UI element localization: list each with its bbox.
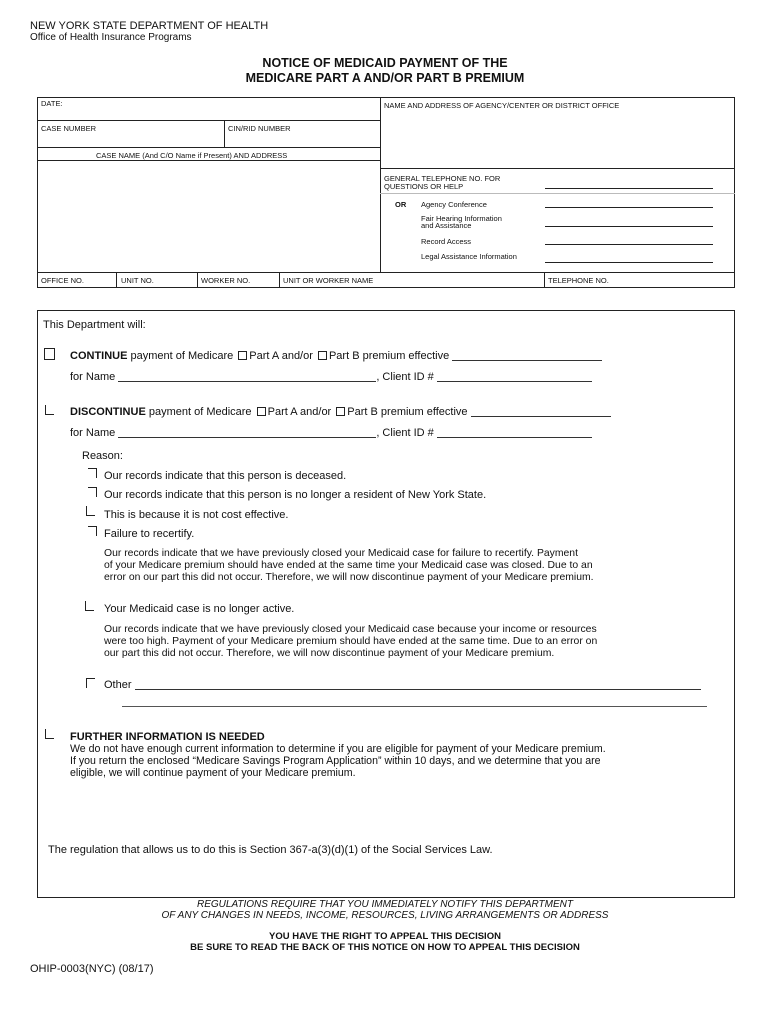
discontinue-part-a-checkbox[interactable] xyxy=(257,407,266,416)
further-info-paragraph: We do not have enough current information to determine if you are eligible for payment of your Medicare premium. If you return the enclosed “Medicare Savings Program Application” within 10 days, and we determine that you are eligible, we will continue payment of your Medicare premium. xyxy=(70,743,606,779)
regulation-text: The regulation that allows us to do this is Section 367-a(3)(d)(1) of the Social Services Law. xyxy=(48,844,493,856)
notify-notice-1: REGULATIONS REQUIRE THAT YOU IMMEDIATELY NOTIFY THIS DEPARTMENT xyxy=(197,899,573,910)
not-active-paragraph: Our records indicate that we have previously closed your Medicaid case because your income or resources were too high. Payment of your Medicare premium should have ended at the same time. Due to an error on our part this did not occur. Therefore, we will now discontinue payment of your Medicare premium. xyxy=(104,624,598,659)
general-phone-label: GENERAL TELEPHONE NO. FOR xyxy=(384,174,501,183)
other-reason-field[interactable] xyxy=(135,679,701,690)
reason-not-cost-effective: This is because it is not cost effective. xyxy=(104,509,289,521)
discontinue-name-row: for Name , Client ID # xyxy=(70,427,592,439)
record-access-label: Record Access xyxy=(421,237,472,246)
agency-name: NEW YORK STATE DEPARTMENT OF HEALTH xyxy=(30,20,269,32)
worker-no-label: WORKER NO. xyxy=(201,276,251,285)
cin-rid-label: CIN/RID NUMBER xyxy=(228,124,291,133)
case-name-label: CASE NAME (And C/O Name if Present) AND ADDRESS xyxy=(96,151,288,160)
continue-row: CONTINUE payment of Medicare Part A and/or Part B premium effective xyxy=(70,350,602,362)
other-row: Other xyxy=(104,679,701,691)
reason-not-resident-checkbox[interactable] xyxy=(88,487,97,497)
date-label: DATE: xyxy=(41,99,63,108)
department-will: This Department will: xyxy=(43,319,146,331)
continue-name-field[interactable] xyxy=(118,371,376,382)
unit-worker-name-label: UNIT OR WORKER NAME xyxy=(283,276,374,285)
telephone-no-label: TELEPHONE NO. xyxy=(548,276,609,285)
discontinue-row: DISCONTINUE payment of Medicare Part A and/or Part B premium effective xyxy=(70,406,611,418)
appeal-right: YOU HAVE THE RIGHT TO APPEAL THIS DECISION xyxy=(269,931,501,942)
reason-not-resident: Our records indicate that this person is no longer a resident of New York State. xyxy=(104,489,487,501)
further-info-title: FURTHER INFORMATION IS NEEDED xyxy=(70,731,265,743)
part-a-checkbox[interactable] xyxy=(238,351,247,360)
discontinue-name-field[interactable] xyxy=(118,427,376,438)
discontinue-client-id-field[interactable] xyxy=(437,427,592,438)
legal-assistance-label: Legal Assistance Information xyxy=(421,252,517,261)
fair-hearing-label: Fair Hearing Information xyxy=(421,214,502,223)
continue-client-id-field[interactable] xyxy=(437,371,592,382)
reason-label: Reason: xyxy=(82,450,123,462)
other-reason-line-2[interactable] xyxy=(122,706,707,707)
discontinue-part-b-checkbox[interactable] xyxy=(336,407,345,416)
continue-name-row: for Name , Client ID # xyxy=(70,371,592,383)
reason-other-checkbox[interactable] xyxy=(86,678,95,688)
office-no-label: OFFICE NO. xyxy=(41,276,84,285)
reason-not-active-checkbox[interactable] xyxy=(85,601,94,611)
agency-conference-label: Agency Conference xyxy=(421,200,487,209)
reason-deceased: Our records indicate that this person is deceased. xyxy=(104,470,347,482)
further-info-checkbox[interactable] xyxy=(45,729,54,739)
continue-effective-date-field[interactable] xyxy=(452,350,602,361)
form-id: OHIP-0003(NYC) (08/17) xyxy=(30,963,154,975)
fair-hearing-label-2: and Assistance xyxy=(421,221,472,230)
case-number-label: CASE NUMBER xyxy=(41,124,97,133)
appeal-instructions: BE SURE TO READ THE BACK OF THIS NOTICE ON HOW TO APPEAL THIS DECISION xyxy=(190,942,580,953)
agency-address-label: NAME AND ADDRESS OF AGENCY/CENTER OR DISTRICT OFFICE xyxy=(384,101,620,110)
part-b-checkbox[interactable] xyxy=(318,351,327,360)
continue-checkbox[interactable] xyxy=(44,348,55,360)
recertify-paragraph: Our records indicate that we have previously closed your Medicaid case for failure to recertify. Payment of your Medicare premium should have ended at the same time your Medicaid case was closed. Due to an error on our part this did not occur. Therefore, we will now discontinue payment of your Medicare premium. xyxy=(104,548,594,583)
reason-not-active: Your Medicaid case is no longer active. xyxy=(104,603,295,615)
discontinue-effective-date-field[interactable] xyxy=(471,406,611,417)
title-line-1: NOTICE OF MEDICAID PAYMENT OF THE xyxy=(262,56,508,70)
reason-recertify: Failure to recertify. xyxy=(104,528,195,540)
reason-not-cost-effective-checkbox[interactable] xyxy=(86,506,95,516)
or-label: OR xyxy=(395,200,407,209)
reason-deceased-checkbox[interactable] xyxy=(88,468,97,478)
notify-notice-2: OF ANY CHANGES IN NEEDS, INCOME, RESOURCES, LIVING ARRANGEMENTS OR ADDRESS xyxy=(161,910,609,921)
reason-recertify-checkbox[interactable] xyxy=(88,526,97,536)
continue-label: CONTINUE xyxy=(70,350,128,362)
discontinue-label: DISCONTINUE xyxy=(70,406,146,418)
questions-help-label: QUESTIONS OR HELP xyxy=(384,182,464,191)
office-name: Office of Health Insurance Programs xyxy=(30,32,192,43)
discontinue-checkbox[interactable] xyxy=(45,405,54,415)
title-line-2: MEDICARE PART A AND/OR PART B PREMIUM xyxy=(245,71,525,85)
unit-no-label: UNIT NO. xyxy=(121,276,154,285)
